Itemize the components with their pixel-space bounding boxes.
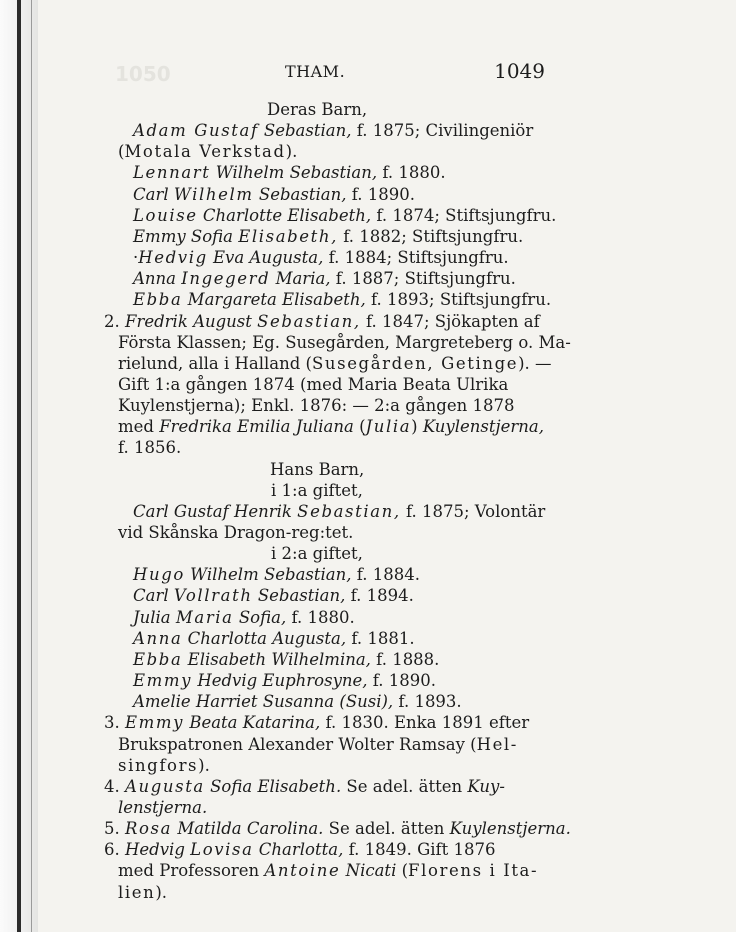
running-head-title: THAM. [285,62,346,81]
text-segment: Kuy- [467,776,505,796]
text-segment: Brukspatronen Alexander Wolter Ramsay ( [118,734,477,754]
text-segment: Anna [133,628,183,648]
show-through-page-number: 1050 [115,62,171,86]
text-line [118,374,508,395]
section-heading [270,459,364,480]
text-line [118,860,538,881]
text-segment: Adam Gustaf [133,121,259,141]
text-segment: i 2:a giftet, [271,544,363,564]
text-line [118,437,181,458]
text-segment: f. 1894. [345,586,414,606]
text-line [133,649,439,670]
text-segment: lien [118,882,156,902]
text-segment: Antoine [264,861,341,881]
text-segment: f. 1830. Enka 1891 efter [320,713,530,733]
text-segment: Deras Barn, [267,100,368,119]
text-segment: ( [353,417,366,437]
text-segment: Motala Verkstad [124,142,286,162]
text-segment: f. 1893. [393,692,462,712]
page-header [285,59,545,86]
text-segment: f. 1849. Gift 1876 [343,840,496,860]
text-line [133,585,414,606]
text-line [133,268,516,289]
text-segment: Maria [175,607,234,627]
text-segment: Hedvig [138,248,208,268]
text-segment: ( [118,142,125,162]
section-heading [267,99,367,120]
text-segment: Elisabeth, [238,226,338,246]
text-segment: Susegården, Getinge [312,353,519,373]
text-segment: Sofia Elisabeth. [210,776,342,796]
text-line [118,755,210,776]
text-segment: Beata Katarina, [189,713,321,733]
text-segment: Louise [133,205,198,225]
text-segment: f. 1887; Stiftsjungfru. [330,269,516,289]
text-line [133,120,533,141]
text-segment: ). — [518,353,552,373]
text-segment: Emmy [125,713,185,733]
text-segment: f. 1880. [286,607,355,627]
text-segment: Rosa [125,819,173,839]
text-line [118,734,518,755]
text-segment: Gift 1:a gången 1874 (med Maria Beata Ulrika [118,374,509,394]
page-number: 1049 [494,59,545,83]
text-segment: f. 1888. [370,649,440,669]
text-segment: rielund, alla i Halland ( [118,353,312,373]
text-line [133,162,446,183]
binding-shadow-line [17,0,21,932]
text-segment: Hedvig [125,840,185,860]
text-segment: Hedvig Euphrosyne, [197,671,368,691]
text-segment: Eva Augusta, [212,248,324,268]
text-segment: Charlotta, [258,840,344,860]
text-segment: Wilhelm Sebastian, [215,163,378,183]
text-line [133,205,556,226]
text-segment: Lovisa [190,840,254,860]
text-segment: Ebba [133,649,183,669]
text-segment: Nicati [345,861,397,881]
text-line [133,607,355,628]
text-segment: Carl Gustaf Henrik [133,501,292,521]
text-segment: Sebastian, [297,501,401,521]
text-segment: Hel- [476,734,518,754]
text-line [104,776,505,797]
text-segment: Hans Barn, [270,459,365,479]
text-segment: Hugo [133,565,185,585]
text-segment: f. 1875; Volontär [400,501,546,521]
text-segment: 2. [104,311,125,331]
text-segment: Sebastian, [263,121,352,141]
text-line [133,184,415,205]
text-segment: Lennart [133,163,211,183]
text-segment: Margareta Elisabeth, [187,290,366,310]
text-segment: Wilhelm [173,184,254,204]
binding-gutter-line [31,0,32,932]
text-segment: Sofia, [238,607,287,627]
text-segment: Florens i Ita- [408,861,539,881]
text-segment: singfors [118,755,199,775]
text-segment: Se adel. ätten [341,776,468,796]
text-segment: Charlotte Elisabeth, [202,205,372,225]
text-line [133,247,509,268]
text-line [118,882,167,903]
text-segment: Fredrik August [125,311,252,331]
text-segment: Ebba [133,290,183,310]
text-line [104,818,571,839]
text-line [118,416,544,437]
text-segment: ). [155,882,168,902]
text-segment: · [133,248,139,268]
text-segment: med Professoren [118,861,265,881]
section-heading [271,480,363,501]
text-segment: Kuylenstjerna, [422,417,544,437]
text-segment: Amelie Harriet Susanna (Susi), [133,692,394,712]
text-segment: f. 1890. [346,184,415,204]
text-line [118,353,552,374]
text-segment: f. 1884; Stiftsjungfru. [323,248,509,268]
text-line [133,564,420,585]
text-segment: Sebastian, [257,586,346,606]
text-segment: f. 1875; Civilingeniör [351,121,534,141]
text-line [118,332,571,353]
text-segment: Första Klassen; Eg. Susegården, Margreteberg o. Ma- [118,332,571,352]
text-segment: f. 1874; Stiftsjungfru. [371,205,557,225]
text-line [133,289,551,310]
text-segment: vid Skånska Dragon-reg:tet. [118,523,354,542]
text-segment: f. 1893; Stiftsjungfru. [365,290,552,310]
text-segment: f. 1847; Sjökapten af [360,311,540,331]
text-line [133,691,462,712]
text-segment: Julia [365,417,412,437]
text-segment: f. 1880. [377,163,446,183]
text-segment: 6. [104,840,125,860]
text-segment: lenstjerna. [118,797,208,817]
text-segment: 5. [104,819,125,839]
text-segment: Julia [133,607,171,627]
text-line [104,839,496,860]
text-segment: Sebastian, [257,311,361,331]
text-line [133,628,415,649]
text-segment: f. 1882; Stiftsjungfru. [337,226,524,246]
text-line [133,501,545,522]
text-segment: f. 1884. [351,565,421,585]
text-line [104,311,540,332]
text-segment: Wilhelm Sebastian, [190,565,352,585]
text-line [118,395,514,416]
text-segment: Maria, [275,269,331,289]
text-segment: Se adel. ätten [323,819,450,839]
text-segment: Sebastian, [258,184,347,204]
text-segment: f. 1881. [346,628,415,648]
text-segment: med [118,417,160,437]
text-line [104,712,529,733]
text-segment: Matilda Carolina. [177,819,324,839]
text-line [133,226,523,247]
text-segment: f. 1856. [118,438,182,458]
text-segment: Emmy [133,671,193,691]
text-segment: 4. [104,776,125,796]
text-line [133,670,436,691]
text-segment: Carl [133,586,169,606]
text-line [118,522,353,543]
text-line [118,797,207,818]
text-segment: Charlotta Augusta, [187,628,347,648]
text-segment: i 1:a giftet, [271,480,363,500]
text-segment: ( [396,861,409,881]
section-heading [271,543,363,564]
text-segment: Elisabeth Wilhelmina, [187,649,371,669]
text-segment: f. 1890. [367,671,437,691]
text-line [118,141,297,162]
text-segment: Ingegerd [181,269,271,289]
text-segment: ). [285,142,298,162]
text-segment: Anna [133,269,177,289]
text-segment: Augusta [125,776,205,796]
text-segment: Fredrika Emilia Juliana [159,417,354,437]
text-segment: Vollrath [173,586,253,606]
text-segment: ) [411,417,423,437]
text-segment: Kuylenstjerna. [449,819,571,839]
text-segment: 3. [104,713,125,733]
text-segment: Carl [133,184,169,204]
text-segment: Emmy Sofia [133,226,233,246]
text-segment: ). [198,755,210,775]
text-segment: Kuylenstjerna); Enkl. 1876: — 2:a gången 1878 [118,396,515,416]
